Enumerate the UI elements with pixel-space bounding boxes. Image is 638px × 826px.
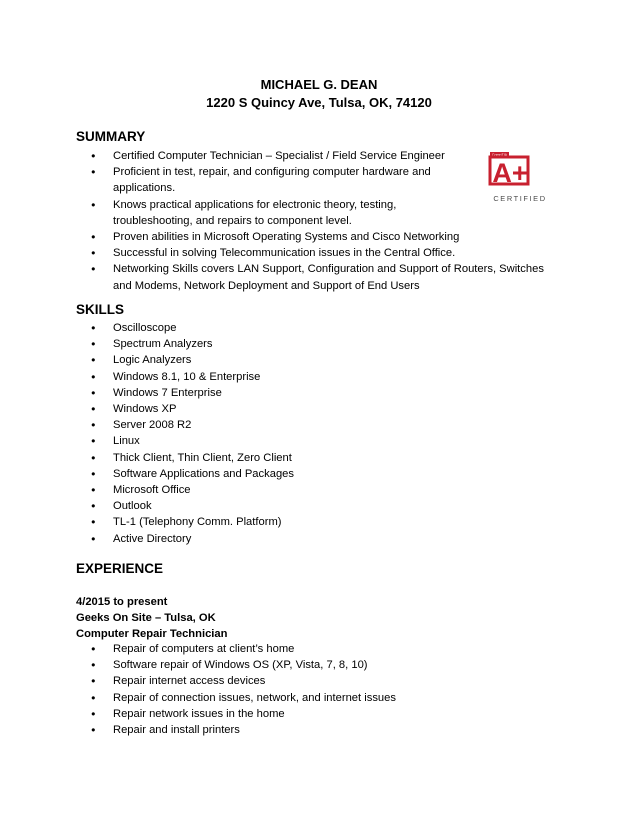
list-item: ● TL-1 (Telephony Comm. Platform): [76, 514, 556, 530]
list-item: ● Software repair of Windows OS (XP, Vista, 7, 8, 10): [76, 657, 556, 673]
experience-heading: EXPERIENCE: [76, 561, 164, 576]
list-item: ● Proven abilities in Microsoft Operating Systems and Cisco Networking: [76, 229, 556, 245]
badge-caption-text: CERTIFIED: [493, 194, 547, 203]
list-item: ● Knows practical applications for electronic theory, testing, troubleshooting, and repairs to component level.: [76, 197, 451, 229]
list-item: ● Repair of computers at client’s home: [76, 641, 556, 657]
list-item: ● Repair and install printers: [76, 722, 556, 738]
list-item: ● Software Applications and Packages: [76, 466, 556, 482]
badge-grade-text: A+: [492, 158, 528, 188]
list-item: ● Spectrum Analyzers: [76, 336, 556, 352]
job-dates: 4/2015 to present: [76, 596, 168, 608]
list-item: ● Certified Computer Technician – Specialist / Field Service Engineer: [76, 148, 556, 164]
list-item: ● Linux: [76, 433, 556, 449]
list-item: ● Repair internet access devices: [76, 673, 556, 689]
list-item: ● Networking Skills covers LAN Support, Configuration and Support of Routers, Switches and Modems, Network Deployment and Support of End Users: [76, 261, 556, 293]
list-item: ● Proficient in test, repair, and configuring computer hardware and applications.: [76, 164, 451, 196]
list-item: ● Microsoft Office: [76, 482, 556, 498]
summary-list: [76, 148, 556, 294]
skills-list: [76, 320, 556, 547]
list-item: ● Outlook: [76, 498, 556, 514]
candidate-name: MICHAEL G. DEAN: [260, 77, 378, 92]
candidate-address: 1220 S Quincy Ave, Tulsa, OK, 74120: [206, 95, 432, 110]
summary-heading: SUMMARY: [76, 129, 146, 144]
list-item: ● Windows XP: [76, 401, 556, 417]
list-item: ● Windows 7 Enterprise: [76, 385, 556, 401]
experience-list: [76, 641, 556, 738]
list-item: ● Active Directory: [76, 531, 556, 547]
resume-header: [0, 76, 638, 112]
list-item: ● Thick Client, Thin Client, Zero Client: [76, 450, 556, 466]
job-company: Geeks On Site – Tulsa, OK: [76, 612, 216, 624]
list-item: ● Windows 8.1, 10 & Enterprise: [76, 369, 556, 385]
skills-heading: SKILLS: [76, 302, 125, 317]
list-item: ● Repair of connection issues, network, and internet issues: [76, 690, 556, 706]
job-role: Computer Repair Technician: [76, 628, 228, 640]
badge-brand-text: CompTIA: [491, 153, 508, 157]
list-item: ● Server 2008 R2: [76, 417, 556, 433]
list-item: ● Oscilloscope: [76, 320, 556, 336]
list-item: ● Successful in solving Telecommunication issues in the Central Office.: [76, 245, 556, 261]
list-item: ● Logic Analyzers: [76, 352, 556, 368]
list-item: ● Repair network issues in the home: [76, 706, 556, 722]
